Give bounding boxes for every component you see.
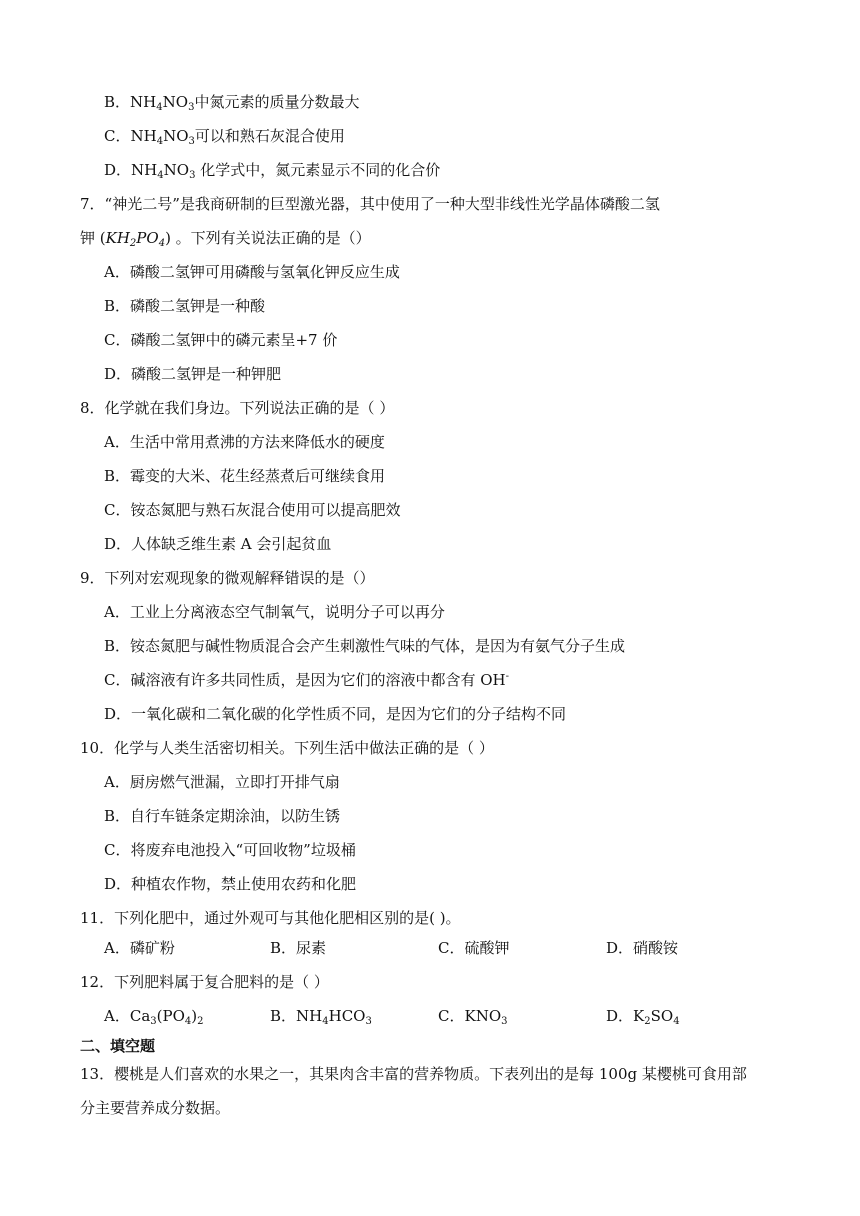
option-6c[interactable]: C．$NH_4NO_3$可以和熟石灰混合使用 bbox=[104, 127, 345, 147]
section-title: 二、填空题 bbox=[80, 1037, 156, 1055]
option-9c[interactable]: C．碱溶液有许多共同性质，是因为它们的溶液中都含有 OH- bbox=[104, 671, 510, 689]
option-8d[interactable]: D．人体缺乏维生素 A 会引起贫血 bbox=[104, 535, 332, 553]
option-8b[interactable]: B．霉变的大米、花生经蒸煮后可继续食用 bbox=[104, 467, 386, 485]
question-12-stem: 12．下列肥料属于复合肥料的是（ ） bbox=[80, 973, 329, 991]
option-12b[interactable]: B．$NH_4HCO_3$ bbox=[270, 1007, 372, 1027]
option-9b[interactable]: B．铵态氮肥与碱性物质混合会产生刺激性气味的气体，是因为有氨气分子生成 bbox=[104, 637, 626, 655]
option-8c[interactable]: C．铵态氮肥与熟石灰混合使用可以提高肥效 bbox=[104, 501, 401, 519]
question-7-stem: 7．“神光二号”是我商研制的巨型激光器，其中使用了一种大型非线性光学晶体磷酸二氢 bbox=[80, 195, 660, 213]
question-9-stem: 9．下列对宏观现象的微观解释错误的是（） bbox=[80, 569, 375, 587]
formula-kh2po4: $KH_2PO_4$ bbox=[105, 229, 166, 249]
option-11b[interactable]: B．尿素 bbox=[270, 939, 327, 957]
option-11d[interactable]: D．硝酸铵 bbox=[606, 939, 679, 957]
option-7c[interactable]: C．磷酸二氢钾中的磷元素呈+7 价 bbox=[104, 331, 338, 349]
question-13-stem-line2: 分主要营养成分数据。 bbox=[80, 1099, 231, 1117]
option-9a[interactable]: A．工业上分离液态空气制氧气，说明分子可以再分 bbox=[104, 603, 445, 621]
option-12c[interactable]: C．$KNO_3$ bbox=[438, 1007, 508, 1027]
option-10c[interactable]: C．将废弃电池投入“可回收物”垃圾桶 bbox=[104, 841, 356, 859]
option-6d[interactable]: D．$NH_4NO_3$ 化学式中，氮元素显示不同的化合价 bbox=[104, 161, 441, 181]
option-11a[interactable]: A．磷矿粉 bbox=[104, 939, 175, 957]
question-10-stem: 10．化学与人类生活密切相关。下列生活中做法正确的是（ ） bbox=[80, 739, 494, 757]
option-10a[interactable]: A．厨房燃气泄漏，立即打开排气扇 bbox=[104, 773, 340, 791]
option-12a[interactable]: A．$Ca_3(PO_4)_2$ bbox=[104, 1007, 204, 1027]
option-11c[interactable]: C．硫酸钾 bbox=[438, 939, 510, 957]
question-13-stem: 13．樱桃是人们喜欢的水果之一，其果肉含丰富的营养物质。下表列出的是每 100g 某樱桃可食用部 bbox=[80, 1065, 747, 1083]
question-7-stem-line2: 钾 $(KH_2PO_4)$ 。下列有关说法正确的是（） bbox=[80, 229, 371, 249]
option-7b[interactable]: B．磷酸二氢钾是一种酸 bbox=[104, 297, 266, 315]
option-12d[interactable]: D．$K_2SO_4$ bbox=[606, 1007, 680, 1027]
option-7a[interactable]: A．磷酸二氢钾可用磷酸与氢氧化钾反应生成 bbox=[104, 263, 400, 281]
question-8-stem: 8．化学就在我们身边。下列说法正确的是（ ） bbox=[80, 399, 395, 417]
option-7d[interactable]: D．磷酸二氢钾是一种钾肥 bbox=[104, 365, 282, 383]
option-10d[interactable]: D．种植农作物，禁止使用农药和化肥 bbox=[104, 875, 357, 893]
option-8a[interactable]: A．生活中常用煮沸的方法来降低水的硬度 bbox=[104, 433, 385, 451]
option-6b[interactable]: B．$NH_4NO_3$中氮元素的质量分数最大 bbox=[104, 93, 360, 113]
option-9d[interactable]: D．一氧化碳和二氧化碳的化学性质不同，是因为它们的分子结构不同 bbox=[104, 705, 567, 723]
question-11-stem: 11．下列化肥中，通过外观可与其他化肥相区别的是( )。 bbox=[80, 909, 461, 927]
option-10b[interactable]: B．自行车链条定期涂油，以防生锈 bbox=[104, 807, 341, 825]
